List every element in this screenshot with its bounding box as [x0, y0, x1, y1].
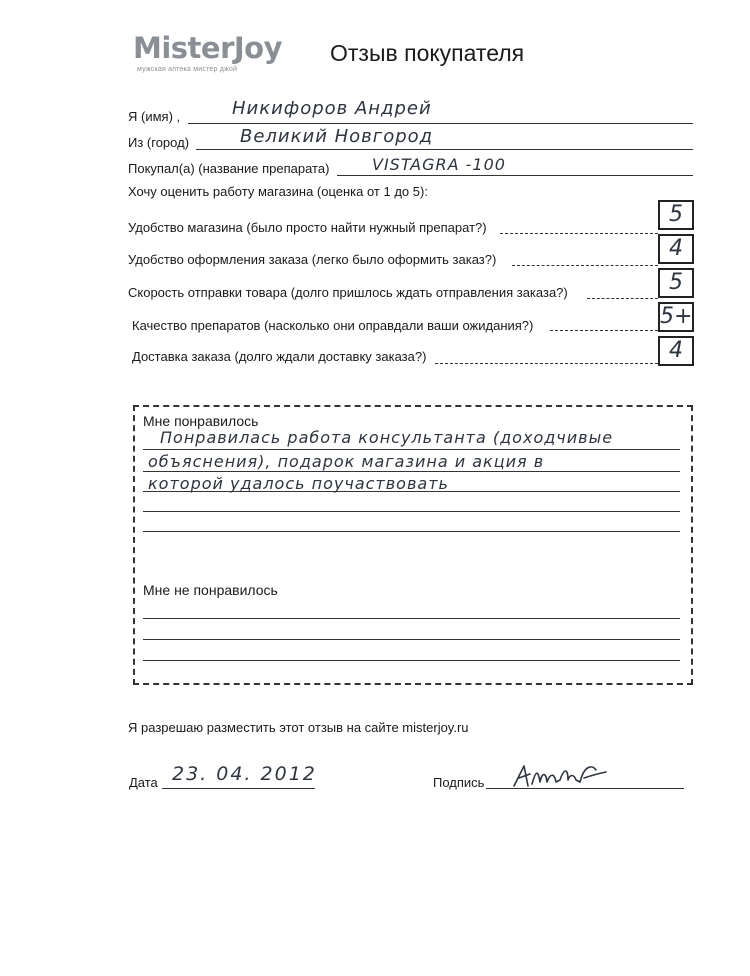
rating-box-quality: 5+ — [658, 302, 694, 332]
liked-text-line: которой удалось поучаствовать — [148, 474, 449, 493]
product-label: Покупал(а) (название препарата) — [128, 161, 330, 176]
signature-icon — [510, 760, 610, 794]
date-label: Дата — [129, 775, 158, 790]
rating-leader — [435, 363, 658, 364]
product-value: VISTAGRA -100 — [372, 155, 506, 174]
name-underline — [188, 123, 693, 124]
liked-underline — [143, 511, 680, 512]
liked-underline — [143, 491, 680, 492]
rating-leader — [512, 265, 658, 266]
name-value: Никифоров Андрей — [232, 98, 432, 119]
rating-box-store: 5 — [658, 200, 694, 230]
rating-box-checkout: 4 — [658, 234, 694, 264]
rating-label-delivery: Доставка заказа (долго ждали доставку заказа?) — [132, 349, 427, 364]
rating-leader — [550, 330, 658, 331]
disliked-underline — [143, 618, 680, 619]
city-label: Из (город) — [128, 135, 190, 150]
disliked-underline — [143, 639, 680, 640]
rating-box-shipping: 5 — [658, 268, 694, 298]
rating-label-quality: Качество препаратов (насколько они оправдали ваши ожидания?) — [132, 318, 534, 333]
liked-underline — [143, 471, 680, 472]
rating-leader — [587, 298, 658, 299]
page-title: Отзыв покупателя — [330, 40, 525, 66]
liked-underline — [143, 531, 680, 532]
date-value: 23. 04. 2012 — [172, 763, 317, 785]
rating-intro: Хочу оценить работу магазина (оценка от 1 до 5): — [128, 184, 428, 199]
rating-label-checkout: Удобство оформления заказа (легко было оформить заказ?) — [128, 252, 497, 267]
rating-box-delivery: 4 — [658, 336, 694, 366]
logo-tagline: мужская аптека мистер джой — [137, 66, 238, 73]
city-value: Великий Новгород — [240, 126, 434, 147]
consent-text: Я разрешаю разместить этот отзыв на сайте misterjoy.ru — [128, 720, 469, 735]
name-label: Я (имя) , — [128, 109, 181, 124]
disliked-heading: Мне не понравилось — [143, 582, 278, 598]
rating-label-store: Удобство магазина (было просто найти нужный препарат?) — [128, 220, 487, 235]
liked-text-line: Понравилась работа консультанта (доходчивые — [160, 428, 614, 447]
rating-label-shipping: Скорость отправки товара (долго пришлось ждать отправления заказа?) — [128, 285, 568, 300]
liked-text-line: объяснения), подарок магазина и акция в — [148, 452, 545, 471]
liked-underline — [143, 449, 680, 450]
logo: MisterJoy — [133, 31, 283, 65]
rating-leader — [500, 233, 658, 234]
signature-label: Подпись — [433, 775, 485, 790]
product-underline — [337, 175, 693, 176]
disliked-underline — [143, 660, 680, 661]
city-underline — [196, 149, 693, 150]
liked-heading: Мне понравилось — [143, 413, 259, 429]
date-underline — [162, 788, 315, 789]
